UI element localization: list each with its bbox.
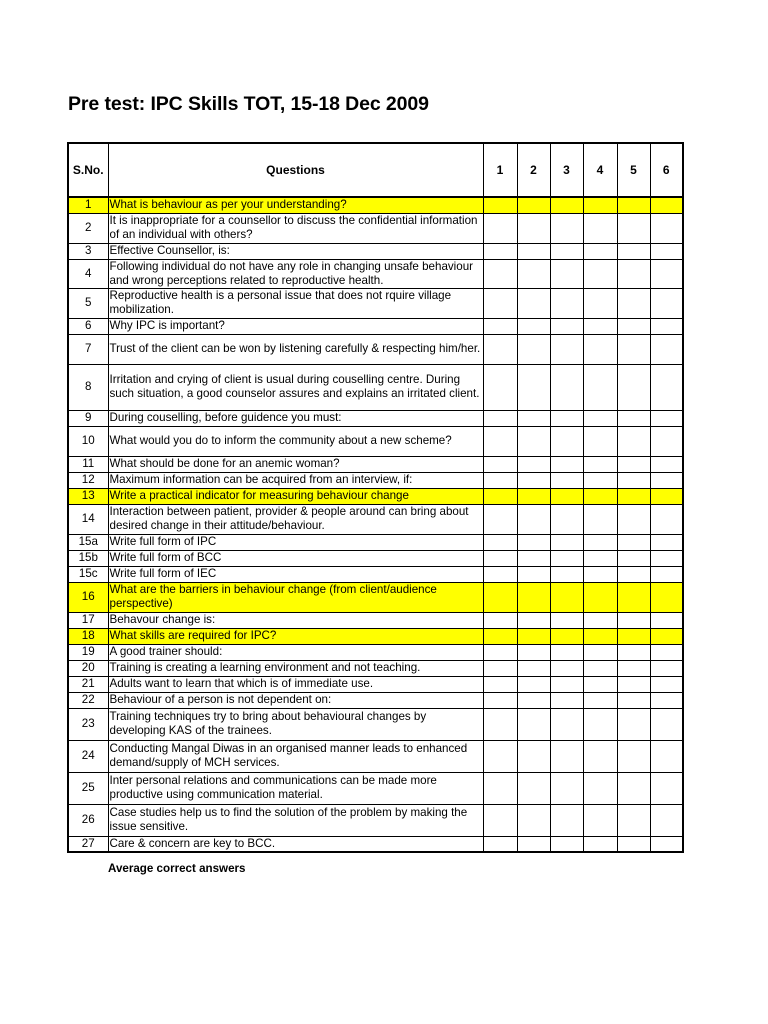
answer-cell-2[interactable] bbox=[517, 644, 550, 660]
answer-cell-5[interactable] bbox=[617, 243, 650, 259]
table-row bbox=[68, 804, 683, 836]
answer-cell-2[interactable] bbox=[517, 488, 550, 504]
header-col-5: 5 bbox=[617, 143, 650, 197]
table-row bbox=[68, 456, 683, 472]
answer-cell-1[interactable] bbox=[483, 259, 517, 288]
header-col-4: 4 bbox=[583, 143, 617, 197]
row-question: Write a practical indicator for measuring behaviour change bbox=[108, 488, 483, 504]
answer-cell-4[interactable] bbox=[583, 488, 617, 504]
answer-cell-4[interactable] bbox=[583, 612, 617, 628]
answer-cell-2[interactable] bbox=[517, 534, 550, 550]
answer-cell-5[interactable] bbox=[617, 456, 650, 472]
row-sno: 2 bbox=[68, 213, 108, 243]
answer-cell-3[interactable] bbox=[550, 504, 583, 534]
answer-cell-5[interactable] bbox=[617, 660, 650, 676]
answer-cell-4[interactable] bbox=[583, 534, 617, 550]
answer-cell-4[interactable] bbox=[583, 243, 617, 259]
answer-cell-5[interactable] bbox=[617, 740, 650, 772]
answer-cell-3[interactable] bbox=[550, 243, 583, 259]
row-sno: 9 bbox=[68, 410, 108, 426]
answer-cell-4[interactable] bbox=[583, 692, 617, 708]
answer-cell-3[interactable] bbox=[550, 740, 583, 772]
answer-cell-4[interactable] bbox=[583, 676, 617, 692]
header-sno: S.No. bbox=[68, 143, 108, 197]
answer-cell-3[interactable] bbox=[550, 213, 583, 243]
row-sno: 27 bbox=[68, 836, 108, 852]
row-question: Effective Counsellor, is: bbox=[108, 243, 483, 259]
answer-cell-2[interactable] bbox=[517, 676, 550, 692]
answer-cell-5[interactable] bbox=[617, 836, 650, 852]
answer-cell-6[interactable] bbox=[650, 644, 683, 660]
answer-cell-4[interactable] bbox=[583, 213, 617, 243]
answer-cell-4[interactable] bbox=[583, 660, 617, 676]
table-row bbox=[68, 660, 683, 676]
answer-cell-4[interactable] bbox=[583, 740, 617, 772]
answer-cell-2[interactable] bbox=[517, 410, 550, 426]
answer-cell-1[interactable] bbox=[483, 804, 517, 836]
answer-cell-3[interactable] bbox=[550, 628, 583, 644]
table-row bbox=[68, 582, 683, 612]
answer-cell-2[interactable] bbox=[517, 628, 550, 644]
row-question: Why IPC is important? bbox=[108, 318, 483, 334]
answer-cell-2[interactable] bbox=[517, 692, 550, 708]
answer-cell-4[interactable] bbox=[583, 456, 617, 472]
answer-cell-2[interactable] bbox=[517, 426, 550, 456]
answer-cell-2[interactable] bbox=[517, 364, 550, 410]
answer-cell-5[interactable] bbox=[617, 550, 650, 566]
row-question: A good trainer should: bbox=[108, 644, 483, 660]
answer-cell-1[interactable] bbox=[483, 426, 517, 456]
answer-cell-6[interactable] bbox=[650, 676, 683, 692]
answer-cell-4[interactable] bbox=[583, 708, 617, 740]
answer-cell-2[interactable] bbox=[517, 213, 550, 243]
row-question: It is inappropriate for a counsellor to discuss the confidential information of an individual with others? bbox=[108, 213, 483, 243]
header-questions: Questions bbox=[108, 143, 483, 197]
row-sno: 17 bbox=[68, 612, 108, 628]
answer-cell-5[interactable] bbox=[617, 692, 650, 708]
answer-cell-4[interactable] bbox=[583, 550, 617, 566]
row-question: Training is creating a learning environment and not teaching. bbox=[108, 660, 483, 676]
answer-cell-6[interactable] bbox=[650, 426, 683, 456]
header-col-2: 2 bbox=[517, 143, 550, 197]
row-sno: 4 bbox=[68, 259, 108, 288]
answer-cell-5[interactable] bbox=[617, 804, 650, 836]
table-row bbox=[68, 259, 683, 288]
answer-cell-1[interactable] bbox=[483, 628, 517, 644]
answer-cell-2[interactable] bbox=[517, 582, 550, 612]
table-row bbox=[68, 410, 683, 426]
answer-cell-1[interactable] bbox=[483, 660, 517, 676]
answer-cell-5[interactable] bbox=[617, 772, 650, 804]
answer-cell-5[interactable] bbox=[617, 288, 650, 318]
answer-cell-3[interactable] bbox=[550, 644, 583, 660]
answer-cell-2[interactable] bbox=[517, 836, 550, 852]
answer-cell-5[interactable] bbox=[617, 612, 650, 628]
answer-cell-3[interactable] bbox=[550, 288, 583, 318]
answer-cell-3[interactable] bbox=[550, 410, 583, 426]
row-sno: 19 bbox=[68, 644, 108, 660]
row-question: Inter personal relations and communications can be made more productive using communication material. bbox=[108, 772, 483, 804]
answer-cell-1[interactable] bbox=[483, 676, 517, 692]
row-question: Conducting Mangal Diwas in an organised manner leads to enhanced demand/supply of MCH services. bbox=[108, 740, 483, 772]
answer-cell-3[interactable] bbox=[550, 566, 583, 582]
answer-cell-3[interactable] bbox=[550, 197, 583, 213]
answer-cell-4[interactable] bbox=[583, 644, 617, 660]
answer-cell-6[interactable] bbox=[650, 660, 683, 676]
answer-cell-6[interactable] bbox=[650, 708, 683, 740]
answer-cell-1[interactable] bbox=[483, 364, 517, 410]
answer-cell-5[interactable] bbox=[617, 426, 650, 456]
answer-cell-2[interactable] bbox=[517, 318, 550, 334]
answer-cell-6[interactable] bbox=[650, 534, 683, 550]
answer-cell-2[interactable] bbox=[517, 804, 550, 836]
answer-cell-6[interactable] bbox=[650, 550, 683, 566]
answer-cell-4[interactable] bbox=[583, 628, 617, 644]
table-row bbox=[68, 740, 683, 772]
answer-cell-1[interactable] bbox=[483, 612, 517, 628]
table-row bbox=[68, 364, 683, 410]
row-sno: 26 bbox=[68, 804, 108, 836]
answer-cell-1[interactable] bbox=[483, 550, 517, 566]
answer-cell-3[interactable] bbox=[550, 708, 583, 740]
row-question: Maximum information can be acquired from an interview, if: bbox=[108, 472, 483, 488]
answer-cell-2[interactable] bbox=[517, 288, 550, 318]
answer-cell-5[interactable] bbox=[617, 676, 650, 692]
answer-cell-1[interactable] bbox=[483, 197, 517, 213]
table-row bbox=[68, 504, 683, 534]
table-row bbox=[68, 550, 683, 566]
table-row bbox=[68, 612, 683, 628]
answer-cell-5[interactable] bbox=[617, 318, 650, 334]
answer-cell-3[interactable] bbox=[550, 259, 583, 288]
row-sno: 1 bbox=[68, 197, 108, 213]
answer-cell-3[interactable] bbox=[550, 472, 583, 488]
answer-cell-6[interactable] bbox=[650, 504, 683, 534]
answer-cell-4[interactable] bbox=[583, 566, 617, 582]
answer-cell-6[interactable] bbox=[650, 628, 683, 644]
answer-cell-3[interactable] bbox=[550, 426, 583, 456]
row-question: Case studies help us to find the solution of the problem by making the issue sensitive. bbox=[108, 804, 483, 836]
table-row bbox=[68, 334, 683, 364]
answer-cell-5[interactable] bbox=[617, 410, 650, 426]
answer-cell-1[interactable] bbox=[483, 334, 517, 364]
answer-cell-5[interactable] bbox=[617, 582, 650, 612]
answer-cell-6[interactable] bbox=[650, 318, 683, 334]
answer-cell-1[interactable] bbox=[483, 534, 517, 550]
table-row bbox=[68, 628, 683, 644]
answer-cell-3[interactable] bbox=[550, 488, 583, 504]
page-title: Pre test: IPC Skills TOT, 15-18 Dec 2009 bbox=[68, 93, 429, 115]
answer-cell-6[interactable] bbox=[650, 197, 683, 213]
answer-cell-3[interactable] bbox=[550, 692, 583, 708]
header-col-3: 3 bbox=[550, 143, 583, 197]
answer-cell-3[interactable] bbox=[550, 550, 583, 566]
answer-cell-4[interactable] bbox=[583, 288, 617, 318]
row-sno: 6 bbox=[68, 318, 108, 334]
row-sno: 24 bbox=[68, 740, 108, 772]
row-sno: 25 bbox=[68, 772, 108, 804]
answer-cell-6[interactable] bbox=[650, 213, 683, 243]
row-question: What should be done for an anemic woman? bbox=[108, 456, 483, 472]
answer-cell-1[interactable] bbox=[483, 740, 517, 772]
row-sno: 23 bbox=[68, 708, 108, 740]
table-row bbox=[68, 566, 683, 582]
row-sno: 13 bbox=[68, 488, 108, 504]
answer-cell-6[interactable] bbox=[650, 836, 683, 852]
answer-cell-2[interactable] bbox=[517, 660, 550, 676]
answer-cell-1[interactable] bbox=[483, 213, 517, 243]
row-question: Behaviour of a person is not dependent on: bbox=[108, 692, 483, 708]
header-col-1: 1 bbox=[483, 143, 517, 197]
table-row bbox=[68, 318, 683, 334]
answer-cell-4[interactable] bbox=[583, 318, 617, 334]
questions-table bbox=[67, 142, 684, 853]
answer-cell-5[interactable] bbox=[617, 644, 650, 660]
answer-cell-6[interactable] bbox=[650, 612, 683, 628]
row-sno: 15c bbox=[68, 566, 108, 582]
row-sno: 16 bbox=[68, 582, 108, 612]
answer-cell-6[interactable] bbox=[650, 582, 683, 612]
answer-cell-3[interactable] bbox=[550, 836, 583, 852]
table-body bbox=[68, 197, 683, 852]
header-row bbox=[68, 143, 683, 197]
answer-cell-3[interactable] bbox=[550, 804, 583, 836]
row-question: Write full form of BCC bbox=[108, 550, 483, 566]
answer-cell-6[interactable] bbox=[650, 740, 683, 772]
row-question: Adults want to learn that which is of immediate use. bbox=[108, 676, 483, 692]
table-row bbox=[68, 772, 683, 804]
row-question: Following individual do not have any role in changing unsafe behaviour and wrong perceptions related to reproductive health. bbox=[108, 259, 483, 288]
answer-cell-1[interactable] bbox=[483, 836, 517, 852]
row-sno: 21 bbox=[68, 676, 108, 692]
row-sno: 15a bbox=[68, 534, 108, 550]
answer-cell-6[interactable] bbox=[650, 334, 683, 364]
row-question: Write full form of IPC bbox=[108, 534, 483, 550]
answer-cell-6[interactable] bbox=[650, 472, 683, 488]
row-question: During couselling, before guidence you must: bbox=[108, 410, 483, 426]
row-sno: 12 bbox=[68, 472, 108, 488]
answer-cell-4[interactable] bbox=[583, 772, 617, 804]
answer-cell-6[interactable] bbox=[650, 804, 683, 836]
answer-cell-4[interactable] bbox=[583, 197, 617, 213]
answer-cell-2[interactable] bbox=[517, 472, 550, 488]
table-row bbox=[68, 243, 683, 259]
answer-cell-1[interactable] bbox=[483, 644, 517, 660]
answer-cell-4[interactable] bbox=[583, 364, 617, 410]
answer-cell-1[interactable] bbox=[483, 410, 517, 426]
row-sno: 3 bbox=[68, 243, 108, 259]
answer-cell-5[interactable] bbox=[617, 708, 650, 740]
answer-cell-5[interactable] bbox=[617, 364, 650, 410]
answer-cell-2[interactable] bbox=[517, 772, 550, 804]
row-sno: 10 bbox=[68, 426, 108, 456]
row-sno: 18 bbox=[68, 628, 108, 644]
row-sno: 8 bbox=[68, 364, 108, 410]
answer-cell-6[interactable] bbox=[650, 566, 683, 582]
answer-cell-6[interactable] bbox=[650, 288, 683, 318]
table-row bbox=[68, 676, 683, 692]
row-sno: 22 bbox=[68, 692, 108, 708]
answer-cell-5[interactable] bbox=[617, 472, 650, 488]
answer-cell-1[interactable] bbox=[483, 318, 517, 334]
row-question: Irritation and crying of client is usual during couselling centre. During such situation, a good counselor assures and explains an irritated client. bbox=[108, 364, 483, 410]
answer-cell-3[interactable] bbox=[550, 772, 583, 804]
table-row bbox=[68, 426, 683, 456]
answer-cell-5[interactable] bbox=[617, 628, 650, 644]
answer-cell-3[interactable] bbox=[550, 660, 583, 676]
answer-cell-3[interactable] bbox=[550, 364, 583, 410]
answer-cell-2[interactable] bbox=[517, 740, 550, 772]
answer-cell-3[interactable] bbox=[550, 612, 583, 628]
answer-cell-2[interactable] bbox=[517, 243, 550, 259]
row-question: Write full form of IEC bbox=[108, 566, 483, 582]
answer-cell-6[interactable] bbox=[650, 772, 683, 804]
row-question: Care & concern are key to BCC. bbox=[108, 836, 483, 852]
table-row bbox=[68, 708, 683, 740]
answer-cell-4[interactable] bbox=[583, 836, 617, 852]
answer-cell-5[interactable] bbox=[617, 534, 650, 550]
answer-cell-2[interactable] bbox=[517, 456, 550, 472]
answer-cell-6[interactable] bbox=[650, 456, 683, 472]
answer-cell-6[interactable] bbox=[650, 692, 683, 708]
table-row bbox=[68, 534, 683, 550]
answer-cell-2[interactable] bbox=[517, 334, 550, 364]
answer-cell-1[interactable] bbox=[483, 772, 517, 804]
answer-cell-4[interactable] bbox=[583, 426, 617, 456]
answer-cell-1[interactable] bbox=[483, 243, 517, 259]
row-question: Training techniques try to bring about behavioural changes by developing KAS of the trainees. bbox=[108, 708, 483, 740]
answer-cell-4[interactable] bbox=[583, 334, 617, 364]
answer-cell-3[interactable] bbox=[550, 318, 583, 334]
answer-cell-3[interactable] bbox=[550, 456, 583, 472]
row-question: What skills are required for IPC? bbox=[108, 628, 483, 644]
table-row bbox=[68, 197, 683, 213]
answer-cell-4[interactable] bbox=[583, 472, 617, 488]
answer-cell-3[interactable] bbox=[550, 534, 583, 550]
answer-cell-6[interactable] bbox=[650, 243, 683, 259]
answer-cell-3[interactable] bbox=[550, 582, 583, 612]
answer-cell-6[interactable] bbox=[650, 259, 683, 288]
row-question: What are the barriers in behaviour change (from client/audience perspective) bbox=[108, 582, 483, 612]
table-row bbox=[68, 213, 683, 243]
answer-cell-3[interactable] bbox=[550, 676, 583, 692]
answer-cell-1[interactable] bbox=[483, 582, 517, 612]
answer-cell-4[interactable] bbox=[583, 410, 617, 426]
answer-cell-6[interactable] bbox=[650, 364, 683, 410]
answer-cell-6[interactable] bbox=[650, 410, 683, 426]
row-question: Interaction between patient, provider & people around can bring about desired change in their attitude/behaviour. bbox=[108, 504, 483, 534]
answer-cell-1[interactable] bbox=[483, 566, 517, 582]
row-sno: 15b bbox=[68, 550, 108, 566]
answer-cell-2[interactable] bbox=[517, 259, 550, 288]
answer-cell-5[interactable] bbox=[617, 488, 650, 504]
answer-cell-3[interactable] bbox=[550, 334, 583, 364]
row-question: Trust of the client can be won by listening carefully & respecting him/her. bbox=[108, 334, 483, 364]
answer-cell-4[interactable] bbox=[583, 504, 617, 534]
answer-cell-5[interactable] bbox=[617, 259, 650, 288]
row-sno: 7 bbox=[68, 334, 108, 364]
answer-cell-2[interactable] bbox=[517, 550, 550, 566]
answer-cell-4[interactable] bbox=[583, 804, 617, 836]
answer-cell-4[interactable] bbox=[583, 582, 617, 612]
row-sno: 14 bbox=[68, 504, 108, 534]
row-sno: 5 bbox=[68, 288, 108, 318]
answer-cell-1[interactable] bbox=[483, 708, 517, 740]
answer-cell-1[interactable] bbox=[483, 288, 517, 318]
table-row bbox=[68, 472, 683, 488]
answer-cell-1[interactable] bbox=[483, 472, 517, 488]
table-row bbox=[68, 836, 683, 852]
answer-cell-2[interactable] bbox=[517, 612, 550, 628]
answer-cell-5[interactable] bbox=[617, 504, 650, 534]
answer-cell-1[interactable] bbox=[483, 488, 517, 504]
answer-cell-5[interactable] bbox=[617, 213, 650, 243]
table-row bbox=[68, 488, 683, 504]
average-correct-answers-label: Average correct answers bbox=[108, 862, 246, 875]
row-sno: 11 bbox=[68, 456, 108, 472]
answer-cell-1[interactable] bbox=[483, 504, 517, 534]
row-question: What is behaviour as per your understanding? bbox=[108, 197, 483, 213]
answer-cell-2[interactable] bbox=[517, 708, 550, 740]
answer-cell-1[interactable] bbox=[483, 456, 517, 472]
row-question: Behavour change is: bbox=[108, 612, 483, 628]
answer-cell-5[interactable] bbox=[617, 566, 650, 582]
table-row bbox=[68, 644, 683, 660]
row-question: Reproductive health is a personal issue that does not rquire village mobilization. bbox=[108, 288, 483, 318]
answer-cell-4[interactable] bbox=[583, 259, 617, 288]
table-row bbox=[68, 692, 683, 708]
answer-cell-5[interactable] bbox=[617, 197, 650, 213]
answer-cell-1[interactable] bbox=[483, 692, 517, 708]
answer-cell-6[interactable] bbox=[650, 488, 683, 504]
answer-cell-2[interactable] bbox=[517, 566, 550, 582]
answer-cell-5[interactable] bbox=[617, 334, 650, 364]
table-row bbox=[68, 288, 683, 318]
answer-cell-2[interactable] bbox=[517, 197, 550, 213]
row-question: What would you do to inform the community about a new scheme? bbox=[108, 426, 483, 456]
answer-cell-2[interactable] bbox=[517, 504, 550, 534]
row-sno: 20 bbox=[68, 660, 108, 676]
header-col-6: 6 bbox=[650, 143, 683, 197]
